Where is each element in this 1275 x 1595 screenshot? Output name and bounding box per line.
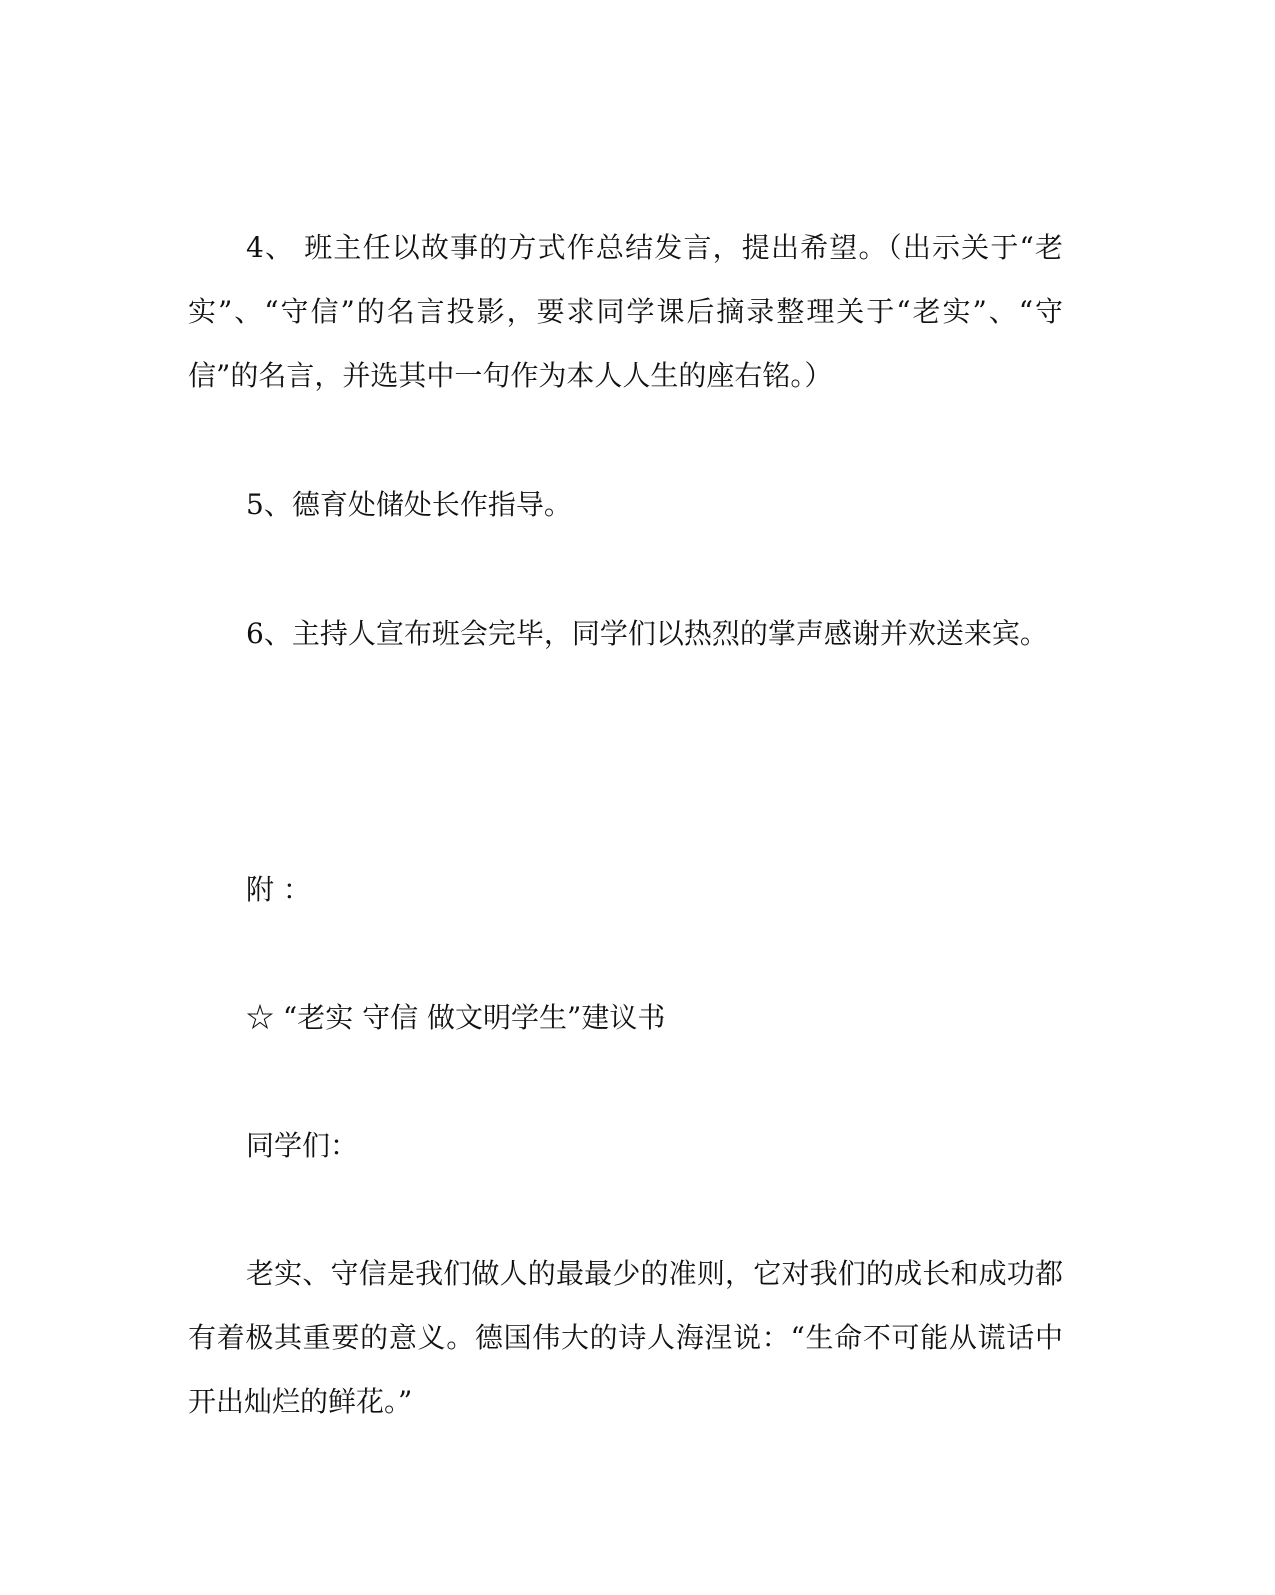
appendix-label: 附 ：: [246, 873, 311, 906]
paragraph-meeting-end: 6、主持人宣布班会完毕，同学们以热烈的掌声感谢并欢送来宾。: [246, 617, 1048, 650]
paragraph-proposal-body: 老实、守信是我们做人的最最少的准则，它对我们的成长和成功都有着极其重要的意义。德国伟大的诗人海涅说：“生命不可能从谎话中开出灿烂的鲜花。”: [188, 1257, 1063, 1418]
proposal-title: ☆ “老实 守信 做文明学生”建议书: [246, 1001, 666, 1034]
paragraph-director-guidance: 5、德育处储处长作指导。: [246, 488, 572, 521]
paragraph-summary-speech: 4、 班主任以故事的方式作总结发言，提出希望。（出示关于“老实”、“守信”的名言投影，要求同学课后摘录整理关于“老实”、“守信”的名言，并选其中一句作为本人人生的座右铭。）: [188, 231, 1063, 392]
salutation: 同学们：: [246, 1129, 359, 1162]
